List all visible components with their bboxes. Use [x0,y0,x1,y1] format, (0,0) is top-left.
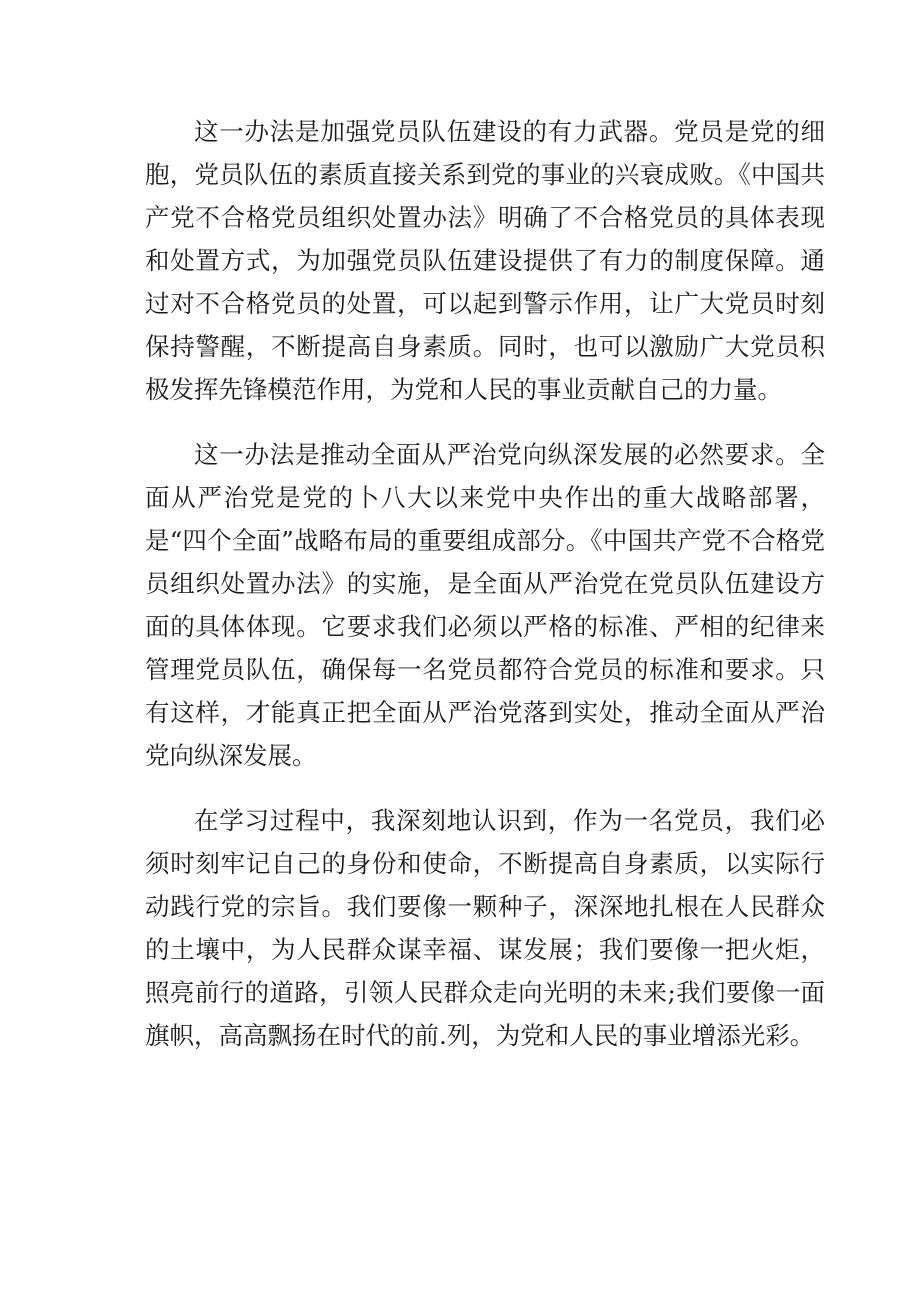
paragraph-1: 这一办法是加强党员队伍建设的有力武器。党员是党的细胞，党员队伍的素质直接关系到党的事业的兴衰成败。《中国共产党不合格党员组织处置办法》明确了不合格党员的具体表现和处置方式，为加强党员队伍建设提供了有力的制度保障。通过对不合格党员的处置，可以起到警示作用，让广大党员时刻保持警醒，不断提高自身素质。同时，也可以激励广大党员积极发挥先锋模范作用，为党和人民的事业贡献自己的力量。 [145,117,825,404]
paragraph-2: 这一办法是推动全面从严治党向纵深发展的必然要求。全面从严治党是党的卜八大以来党中央作出的重大战略部署，是“四个全面”战略布局的重要组成部分。《中国共产党不合格党员组织处置办法》的实施，是全面从严治党在党员队伍建设方面的具体体现。它要求我们必须以严格的标准、严相的纪律来管理党员队伍，确保每一名党员都符合党员的标准和要求。只有这样，才能真正把全面从严治党落到实处，推动全面从严治党向纵深发展。 [145,440,825,770]
paragraph-3: 在学习过程中，我深刻地认识到，作为一名党员，我们必须时刻牢记自己的身份和使命，不断提高自身素质，以实际行动践行党的宗旨。我们要像一颗种子，深深地扎根在人民群众的土壤中，为人民群众谋幸福、谋发展；我们要像一把火炬，照亮前行的道路，引领人民群众走向光明的未来;我们要像一面旗帜，高高飘扬在时代的前.列，为党和人民的事业增添光彩。 [145,806,825,1050]
document-body [145,110,825,1079]
